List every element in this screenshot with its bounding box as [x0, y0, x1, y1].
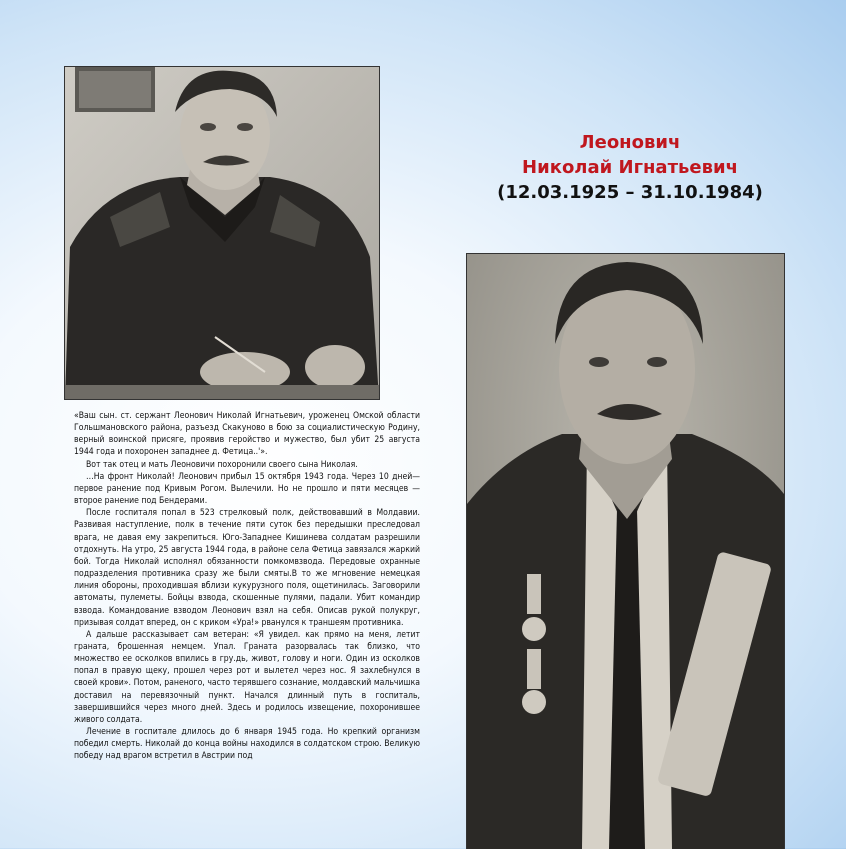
- story-paragraph: …На фронт Николай! Леонович прибыл 15 октября 1943 года. Через 10 дней—первое ранение под Кривым Рогом. Вылечили. Но не прошло и пяти месяцев — второе ранение под Бендерами.: [74, 471, 420, 507]
- given-names: Николай Игнатьевич: [522, 157, 738, 178]
- portrait-photo-graphic: [467, 254, 784, 849]
- story-paragraph: «Ваш сын. ст. сержант Леонович Николай Игнатьевич, уроженец Омской области Гольшмановского района, разъезд Скакуново в бою за социалистическую Родину, верный воинской присяге, проявив геройство и мужество, был убит 25 августа 1944 года и похоронен западнее д. Фетица..'».: [74, 411, 420, 458]
- life-dates: (12.03.1925 – 31.10.1984): [497, 182, 763, 203]
- surname: Леонович: [579, 132, 681, 153]
- veteran-portrait-photo: [466, 253, 785, 849]
- story-paragraph: После госпиталя попал в 523 стрелковый полк, действовавший в Молдавии. Развивая наступление, полк в течение пяти суток без передышки преследовал врага, не давая ему закрепиться. Юго-Западнее Кишинева солдатам разрешили отдохнуть. На утро, 25 августа 1944 года, в районе села Фетица завязался жаркий бой. Тогда Николай исполнял обязанности помкомвзвода. Передовые охранные подразделения противника сразу же были смяты.В то же мгновение немецкая линия обороны, проходившая вблизи кукурузного поля, ощетинилась. Заговорили автоматы, пулеметы. Бойцы взвода, скошенные пулями, падали. Убит командир взвода. Командование взводом Леонович взял на себя. Описав рукой полукруг, призывая солдат вперед, он с криком «Ура!» рванулся к траншеям противника.: [74, 508, 420, 628]
- story-paragraph: А дальше рассказывает сам ветеран: «Я увидел. как прямо на меня, летит граната, брошенная немцем. Упал. Граната разорвалась так близко, что множество ее осколков впились в гру.дь, живот, голову и ноги. Один из осколков попал в правую щеку, прошел через рот и вылетел через нос. Я захлебнулся в своей крови». Потом, раненого, часто терявшего сознание, молдавский мальчишка доставил на перевязочный пункт. Начался длинный путь в госпиталь, завершившийся через много дней. Здесь и родилось извещение, похоронившее живого солдата.: [74, 629, 420, 725]
- portrait-photo-graphic: [65, 67, 379, 399]
- officer-portrait-photo: [64, 66, 380, 400]
- story-paragraph: Лечение в госпитале длилось до 6 января 1945 года. Но крепкий организм победил смерть. Николай до конца войны находился в солдатском строю. Великую победу над врагом встретил в Австрии под: [74, 727, 420, 762]
- story-paragraph: Вот так отец и мать Леоновичи похоронили своего сына Николая.: [86, 459, 358, 470]
- person-heading: [470, 130, 790, 205]
- biography-text: [74, 410, 420, 848]
